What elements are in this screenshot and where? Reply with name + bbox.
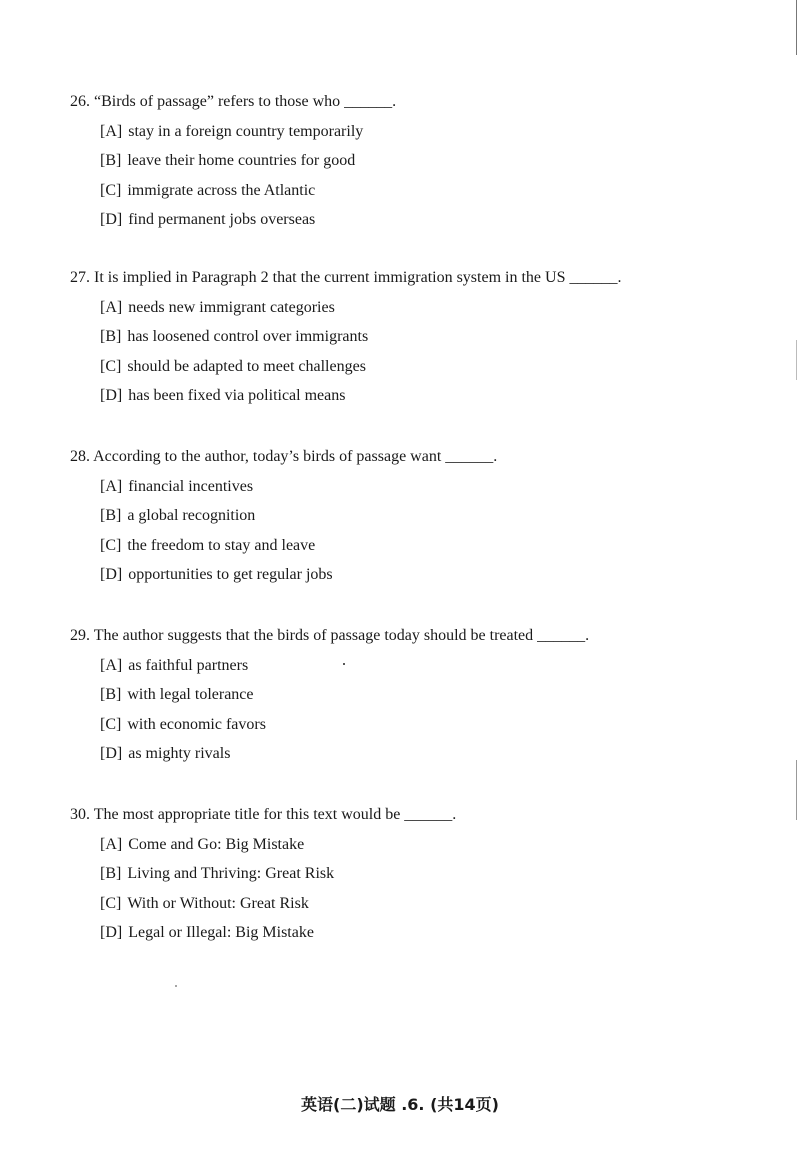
- option-c: [100, 181, 770, 201]
- option-b: [100, 151, 770, 171]
- question-stem: 27. It is implied in Paragraph 2 that the current immigration system in the US ______.: [70, 269, 622, 286]
- option-d: [100, 923, 770, 943]
- question-30: [70, 805, 770, 943]
- option-b: [100, 685, 770, 705]
- option-text: with economic favors: [127, 715, 266, 733]
- option-text: the freedom to stay and leave: [127, 536, 316, 554]
- option-text: should be adapted to meet challenges: [127, 357, 366, 375]
- option-text: needs new immigrant categories: [128, 298, 335, 316]
- option-letter: [B]: [100, 865, 122, 883]
- option-text: with legal tolerance: [127, 686, 254, 704]
- option-a: [100, 122, 770, 142]
- question-29: [70, 626, 770, 764]
- option-text: financial incentives: [128, 477, 254, 495]
- option-d: [100, 565, 770, 585]
- option-text: has loosened control over immigrants: [127, 328, 369, 346]
- option-a: [100, 477, 770, 497]
- option-c: [100, 536, 770, 556]
- option-a: [100, 835, 770, 855]
- scan-speck: [343, 663, 345, 665]
- question-stem: 29. The author suggests that the birds of passage today should be treated ______.: [70, 627, 590, 644]
- option-letter: [C]: [100, 357, 122, 375]
- question-stem: 26. “Birds of passage” refers to those who ______.: [70, 93, 397, 110]
- option-letter: [B]: [100, 507, 122, 525]
- option-letter: [B]: [100, 152, 122, 170]
- option-text: Come and Go: Big Mistake: [128, 835, 305, 853]
- scan-speck: [175, 985, 177, 987]
- option-c: [100, 357, 770, 377]
- option-c: [100, 894, 770, 914]
- question-27: [70, 268, 770, 406]
- scan-edge-line: [796, 760, 797, 820]
- option-letter: [B]: [100, 328, 122, 346]
- option-letter: [A]: [100, 656, 123, 674]
- option-text: find permanent jobs overseas: [128, 211, 316, 229]
- option-letter: [D]: [100, 566, 123, 584]
- question-stem: 30. The most appropriate title for this text would be ______.: [70, 806, 457, 823]
- option-a: [100, 656, 770, 676]
- option-b: [100, 864, 770, 884]
- option-letter: [C]: [100, 181, 122, 199]
- option-text: leave their home countries for good: [127, 152, 356, 170]
- option-letter: [C]: [100, 715, 122, 733]
- option-text: Legal or Illegal: Big Mistake: [128, 924, 314, 942]
- option-b: [100, 327, 770, 347]
- option-text: has been fixed via political means: [128, 387, 346, 405]
- scan-edge-line: [796, 0, 797, 55]
- page-footer: 英语(二)试题 .6. (共14页): [301, 1095, 499, 1114]
- option-letter: [A]: [100, 477, 123, 495]
- option-text: as faithful partners: [128, 656, 249, 674]
- option-d: [100, 386, 770, 406]
- question-28: [70, 447, 770, 585]
- option-a: [100, 298, 770, 318]
- option-text: With or Without: Great Risk: [127, 894, 309, 912]
- option-text: opportunities to get regular jobs: [128, 566, 333, 584]
- option-letter: [D]: [100, 387, 123, 405]
- option-b: [100, 506, 770, 526]
- option-letter: [D]: [100, 745, 123, 763]
- option-letter: [D]: [100, 924, 123, 942]
- option-letter: [C]: [100, 894, 122, 912]
- option-text: immigrate across the Atlantic: [127, 181, 316, 199]
- option-text: Living and Thriving: Great Risk: [127, 865, 335, 883]
- option-letter: [B]: [100, 686, 122, 704]
- scan-edge-line: [796, 340, 797, 380]
- question-stem: 28. According to the author, today’s birds of passage want ______.: [70, 448, 498, 465]
- option-letter: [D]: [100, 211, 123, 229]
- option-d: [100, 744, 770, 764]
- option-d: [100, 210, 770, 230]
- option-text: as mighty rivals: [128, 745, 231, 763]
- option-text: stay in a foreign country temporarily: [128, 122, 364, 140]
- option-letter: [A]: [100, 122, 123, 140]
- option-text: a global recognition: [127, 507, 256, 525]
- option-letter: [C]: [100, 536, 122, 554]
- option-c: [100, 715, 770, 735]
- question-26: [70, 92, 770, 230]
- option-letter: [A]: [100, 298, 123, 316]
- option-letter: [A]: [100, 835, 123, 853]
